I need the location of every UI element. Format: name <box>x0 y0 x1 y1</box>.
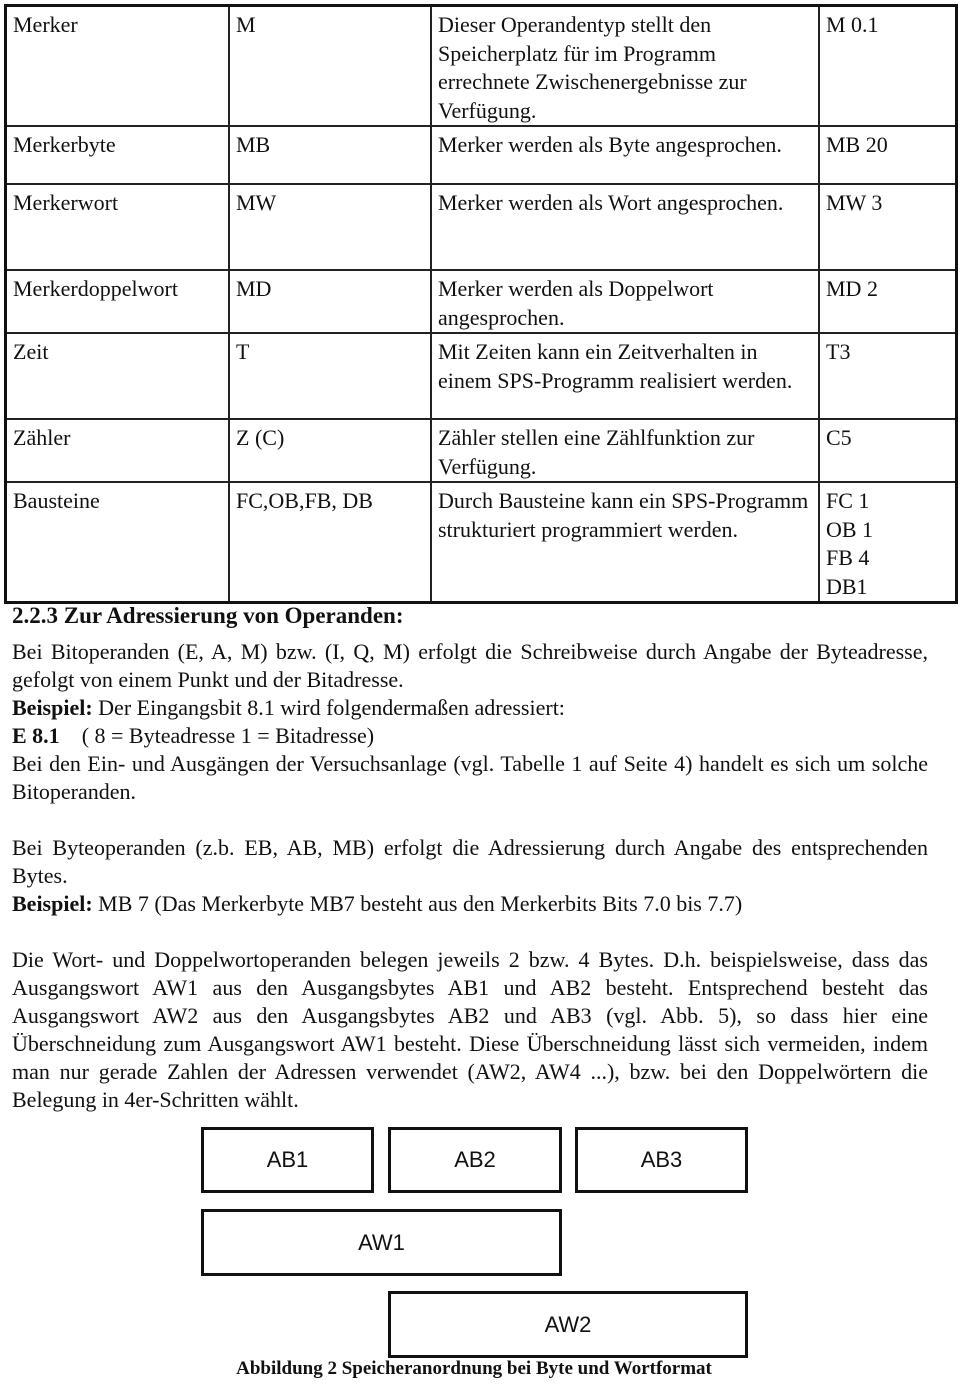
table-row <box>6 482 957 603</box>
cell-symbol: MB <box>229 126 431 184</box>
cell-symbol: Z (C) <box>229 419 431 482</box>
example-label: E 8.1 <box>12 723 60 748</box>
cell-name: Merkerdoppelwort <box>6 270 230 333</box>
table-row <box>6 184 957 270</box>
cell-symbol: MW <box>229 184 431 270</box>
cell-name: Merkerbyte <box>6 126 230 184</box>
cell-name: Bausteine <box>6 482 230 603</box>
box-ab2: AB2 <box>388 1127 562 1193</box>
box-aw1: AW1 <box>201 1209 562 1276</box>
cell-name: Merkerwort <box>6 184 230 270</box>
example-line: FB 4 <box>826 545 870 570</box>
cell-symbol: T <box>229 333 431 419</box>
cell-desc: Merker werden als Doppelwort angesprochen. <box>431 270 819 333</box>
operand-table <box>4 4 958 604</box>
table-row <box>6 270 957 333</box>
cell-example: M 0.1 <box>819 6 957 127</box>
example-line: DB1 <box>826 573 868 599</box>
cell-symbol: M <box>229 6 431 127</box>
table-row <box>6 126 957 184</box>
cell-desc: Mit Zeiten kann ein Zeitverhalten in einem SPS-Programm realisiert werden. <box>431 333 819 419</box>
box-aw2: AW2 <box>388 1291 748 1358</box>
table-row <box>6 6 957 127</box>
cell-example: T3 <box>819 333 957 419</box>
box-ab3: AB3 <box>575 1127 748 1193</box>
cell-example: MB 20 <box>819 126 957 184</box>
example-label: Beispiel: <box>12 891 93 916</box>
example-e81 <box>12 722 928 750</box>
example-line: OB 1 <box>826 516 874 542</box>
table-row <box>6 333 957 419</box>
example-line: FC 1 <box>826 488 870 513</box>
cell-desc: Dieser Operandentyp stellt den Speicherplatz für im Programm errechnete Zwischenergebnisse zur Verfügung. <box>431 6 819 127</box>
paragraph-bitoperands: Bei Bitoperanden (E, A, M) bzw. (I, Q, M) erfolgt die Schreibweise durch Angabe der Byteadresse, gefolgt von einem Punkt und der Bitadresse. <box>12 639 928 692</box>
figure-caption: Abbildung 2 Speicheranordnung bei Byte und Wortformat <box>236 1358 712 1379</box>
cell-name: Zeit <box>6 333 230 419</box>
example-1 <box>12 694 928 722</box>
cell-example: MW 3 <box>819 184 957 270</box>
paragraph-words: Die Wort- und Doppelwortoperanden belegen jeweils 2 bzw. 4 Bytes. D.h. beispielsweise, dass das Ausgangswort AW1 aus den Ausgangsbytes AB1 und AB2 besteht. Entsprechend besteht das Ausgangswort AW2 aus den Ausgangsbytes AB2 und AB3 (vgl. Abb. 5), so dass hier eine Überschneidung zum Ausgangswort AW1 besteht. Diese Überschneidung lässt sich vermeiden, indem man nur gerade Zahlen der Adressen verwendet (AW2, AW4 ...), bzw. bei den Doppelwörtern die Belegung in 4er-Schritten wählt. <box>12 947 928 1112</box>
cell-name: Merker <box>6 6 230 127</box>
paragraph-byteoperands: Bei Byteoperanden (z.b. EB, AB, MB) erfolgt die Adressierung durch Angabe des entsprechenden Bytes. <box>12 835 928 888</box>
example-label: Beispiel: <box>12 695 93 720</box>
example-text: ( 8 = Byteadresse 1 = Bitadresse) <box>59 723 375 748</box>
cell-name: Zähler <box>6 419 230 482</box>
cell-desc: Zähler stellen eine Zählfunktion zur Verfügung. <box>431 419 819 482</box>
cell-desc: Durch Bausteine kann ein SPS-Programm strukturiert programmiert werden. <box>431 482 819 603</box>
cell-symbol: FC,OB,FB, DB <box>229 482 431 603</box>
cell-example: C5 <box>819 419 957 482</box>
paragraph-io: Bei den Ein- und Ausgängen der Versuchsanlage (vgl. Tabelle 1 auf Seite 4) handelt es sich um solche Bitoperanden. <box>12 751 928 804</box>
cell-desc: Merker werden als Wort angesprochen. <box>431 184 819 270</box>
cell-symbol: MD <box>229 270 431 333</box>
table-row <box>6 419 957 482</box>
cell-example: MD 2 <box>819 270 957 333</box>
cell-example <box>819 482 957 603</box>
example-text: MB 7 (Das Merkerbyte MB7 besteht aus den Merkerbits Bits 7.0 bis 7.7) <box>92 891 743 916</box>
cell-desc: Merker werden als Byte angesprochen. <box>431 126 819 184</box>
example-2 <box>12 890 928 918</box>
section-heading: 2.2.3 Zur Adressierung von Operanden: <box>12 603 404 628</box>
example-text: Der Eingangsbit 8.1 wird folgendermaßen adressiert: <box>92 695 565 720</box>
box-ab1: AB1 <box>201 1127 374 1193</box>
